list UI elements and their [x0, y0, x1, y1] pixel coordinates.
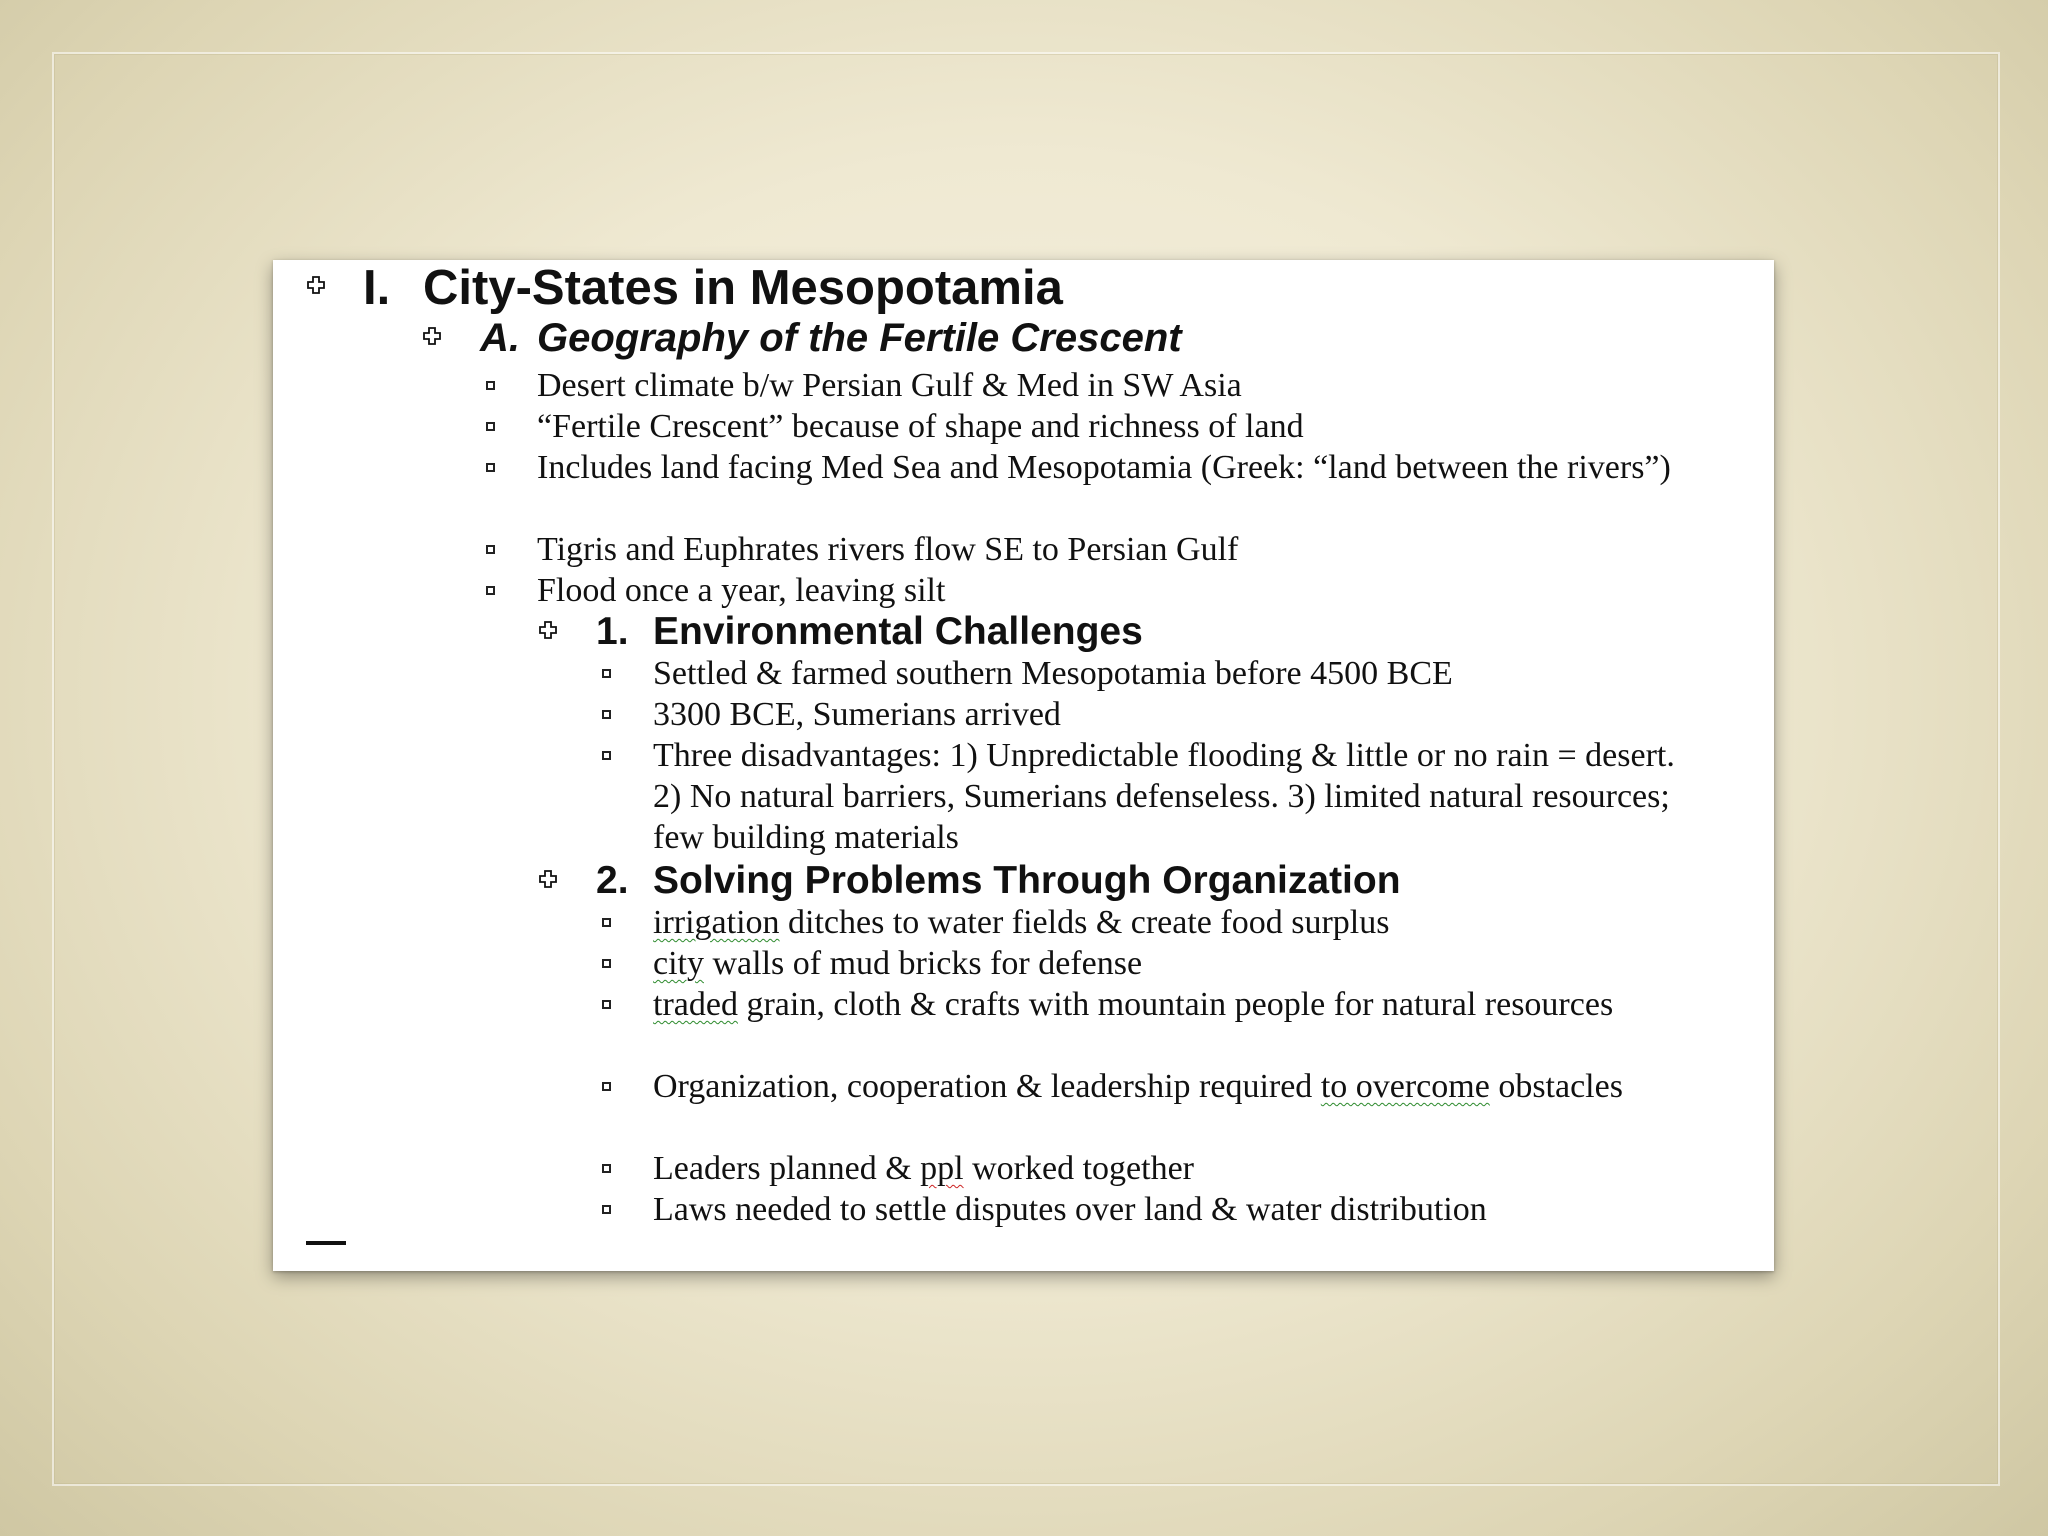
square-bullet-icon	[486, 381, 495, 390]
list-item-text: Laws needed to settle disputes over land & water distribution	[653, 1191, 1487, 1228]
list-item-text: Organization, cooperation & leadership required	[653, 1068, 1321, 1105]
grammar-flagged-word: to overcome	[1320, 1068, 1490, 1105]
list-item-text: walls of mud bricks for defense	[703, 945, 1143, 982]
list-item-text: Leaders planned &	[653, 1150, 921, 1187]
sub1-title: Environmental Challenges	[653, 610, 1143, 653]
heading-level-3	[596, 610, 1143, 654]
list-item	[537, 365, 1717, 406]
list-item-text: Tigris and Euphrates rivers flow SE to Persian Gulf	[537, 531, 1239, 568]
list-item-text: Desert climate b/w Persian Gulf & Med in SW Asia	[537, 367, 1242, 404]
heading-2-title: Geography of the Fertile Crescent	[537, 316, 1182, 360]
list-item	[653, 943, 1733, 984]
grammar-flagged-word: traded	[653, 986, 738, 1023]
expand-plus-icon[interactable]	[539, 870, 557, 888]
expand-plus-icon[interactable]	[539, 621, 557, 639]
collapse-minus-icon[interactable]	[306, 1241, 346, 1245]
heading-2-number: A.	[480, 316, 520, 360]
square-bullet-icon	[602, 1082, 611, 1091]
list-item-text: obstacles	[1489, 1068, 1623, 1105]
square-bullet-icon	[602, 959, 611, 968]
heading-level-2	[480, 316, 1182, 361]
list-item-text: Includes land facing Med Sea and Mesopotamia (Greek: “land between the rivers”)	[537, 449, 1671, 486]
spelling-flagged-word: ppl	[920, 1150, 964, 1187]
list-item	[653, 1066, 1653, 1107]
list-item	[653, 653, 1733, 694]
list-item-text: ditches to water fields & create food surplus	[779, 904, 1390, 941]
list-item-text: worked together	[963, 1150, 1194, 1187]
expand-plus-icon[interactable]	[307, 276, 325, 294]
grammar-flagged-word: city	[653, 945, 704, 982]
square-bullet-icon	[602, 669, 611, 678]
square-bullet-icon	[602, 1164, 611, 1173]
list-item	[653, 694, 1733, 735]
square-bullet-icon	[486, 545, 495, 554]
square-bullet-icon	[602, 918, 611, 927]
sub1-number: 1.	[596, 610, 629, 653]
list-item-text: “Fertile Crescent” because of shape and richness of land	[537, 408, 1304, 445]
square-bullet-icon	[486, 586, 495, 595]
list-item-text: Three disadvantages: 1) Unpredictable flooding & little or no rain = desert. 2) No natural barriers, Sumerians defenseless. 3) limited natural resources; few building materials	[653, 737, 1675, 856]
square-bullet-icon	[602, 1000, 611, 1009]
sub2-title: Solving Problems Through Organization	[653, 859, 1401, 902]
heading-level-3	[596, 859, 1401, 903]
heading-level-1	[363, 260, 1063, 316]
square-bullet-icon	[602, 710, 611, 719]
grammar-flagged-word: irrigation	[653, 904, 780, 941]
list-item-text: 3300 BCE, Sumerians arrived	[653, 696, 1061, 733]
list-item-text: grain, cloth & crafts with mountain people for natural resources	[737, 986, 1614, 1023]
list-item-text: Settled & farmed southern Mesopotamia before 4500 BCE	[653, 655, 1453, 692]
list-item	[653, 984, 1633, 1025]
list-item-text: Flood once a year, leaving silt	[537, 572, 946, 609]
list-item	[653, 902, 1733, 943]
list-item	[537, 529, 1717, 570]
outline-document	[273, 260, 1774, 1271]
heading-1-number: I.	[363, 261, 391, 315]
square-bullet-icon	[486, 422, 495, 431]
list-item	[653, 735, 1693, 858]
square-bullet-icon	[486, 463, 495, 472]
heading-1-title: City-States in Mesopotamia	[423, 261, 1063, 315]
list-item	[537, 447, 1687, 488]
list-item	[653, 1148, 1733, 1189]
square-bullet-icon	[602, 751, 611, 760]
sub2-number: 2.	[596, 859, 629, 902]
list-item	[537, 570, 1717, 611]
list-item	[537, 406, 1717, 447]
square-bullet-icon	[602, 1205, 611, 1214]
list-item	[653, 1189, 1733, 1230]
expand-plus-icon[interactable]	[423, 327, 441, 345]
